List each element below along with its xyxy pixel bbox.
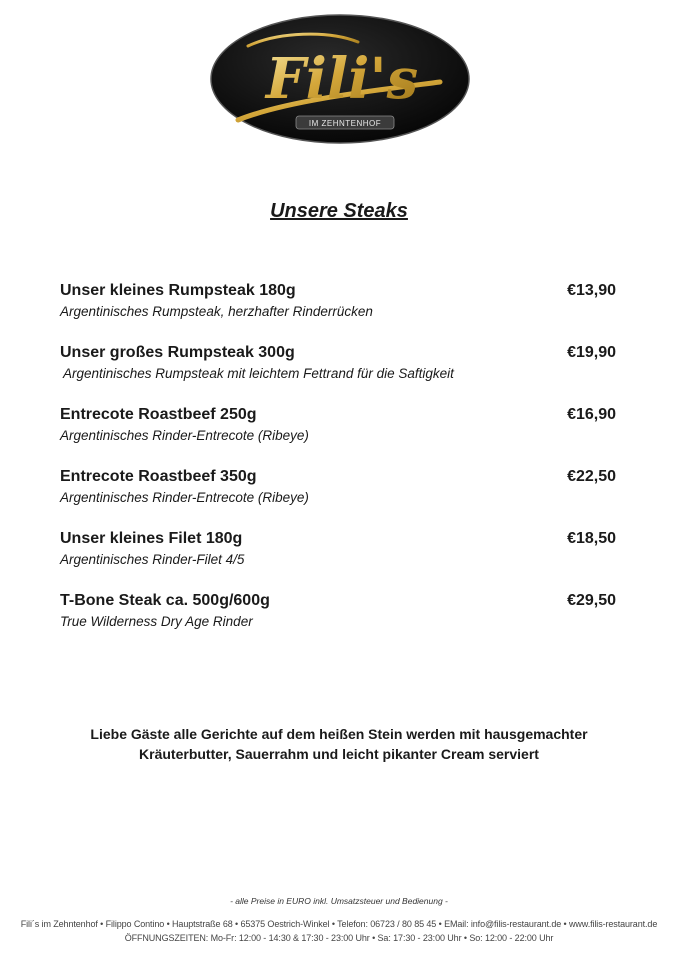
logo-subtext: IM ZEHNTENHOF <box>308 119 382 128</box>
steak-menu <box>60 282 620 654</box>
menu-item <box>60 406 620 468</box>
menu-item <box>60 344 620 406</box>
item-name: Entrecote Roastbeef 350g <box>60 468 257 485</box>
menu-item <box>60 282 620 344</box>
item-description: Argentinisches Rumpsteak, herzhafter Rinderrücken <box>60 304 373 319</box>
item-description: Argentinisches Rinder-Entrecote (Ribeye) <box>60 490 309 505</box>
logo-graphic <box>208 12 472 146</box>
item-description: Argentinisches Rumpsteak mit leichtem Fettrand für die Saftigkeit <box>63 366 454 381</box>
item-price: €19,90 <box>567 344 616 361</box>
item-price: €18,50 <box>567 530 616 547</box>
item-price: €16,90 <box>567 406 616 423</box>
item-price: €22,50 <box>567 468 616 485</box>
item-name: Unser kleines Rumpsteak 180g <box>60 282 296 299</box>
item-description: Argentinisches Rinder-Filet 4/5 <box>60 552 245 567</box>
item-price: €13,90 <box>567 282 616 299</box>
item-name: Unser großes Rumpsteak 300g <box>60 344 295 361</box>
item-name: Entrecote Roastbeef 250g <box>60 406 257 423</box>
serving-note-line: Liebe Gäste alle Gerichte auf dem heißen Stein werden mit hausgemachter <box>90 726 588 742</box>
restaurant-logo <box>208 12 472 146</box>
item-price: €29,50 <box>567 592 616 609</box>
serving-note <box>0 724 678 764</box>
prices-disclaimer: - alle Preise in EURO inkl. Umsatzsteuer und Bedienung - <box>230 896 448 906</box>
menu-item <box>60 592 620 654</box>
menu-item <box>60 530 620 592</box>
item-description: Argentinisches Rinder-Entrecote (Ribeye) <box>60 428 309 443</box>
item-name: T-Bone Steak ca. 500g/600g <box>60 592 270 609</box>
serving-note-line: Kräuterbutter, Sauerrahm und leicht pikanter Cream serviert <box>139 746 539 762</box>
page-title: Unsere Steaks <box>270 200 408 222</box>
footer-opening-hours: ÖFFNUNGSZEITEN: Mo-Fr: 12:00 - 14:30 & 17:30 - 23:00 Uhr • Sa: 17:30 - 23:00 Uhr • So: 12:00 - 22:00 Uhr <box>124 933 554 943</box>
logo-wordmark: Fili's <box>265 46 419 112</box>
item-description: True Wilderness Dry Age Rinder <box>60 614 253 629</box>
item-name: Unser kleines Filet 180g <box>60 530 243 547</box>
menu-item <box>60 468 620 530</box>
footer-contact: Fili´s im Zehntenhof • Filippo Contino • Hauptstraße 68 • 65375 Oestrich-Winkel • Telefon: 06723 / 80 85 45 • EMail: info@filis-restaurant.de • www.filis-restaurant.de <box>20 919 658 929</box>
